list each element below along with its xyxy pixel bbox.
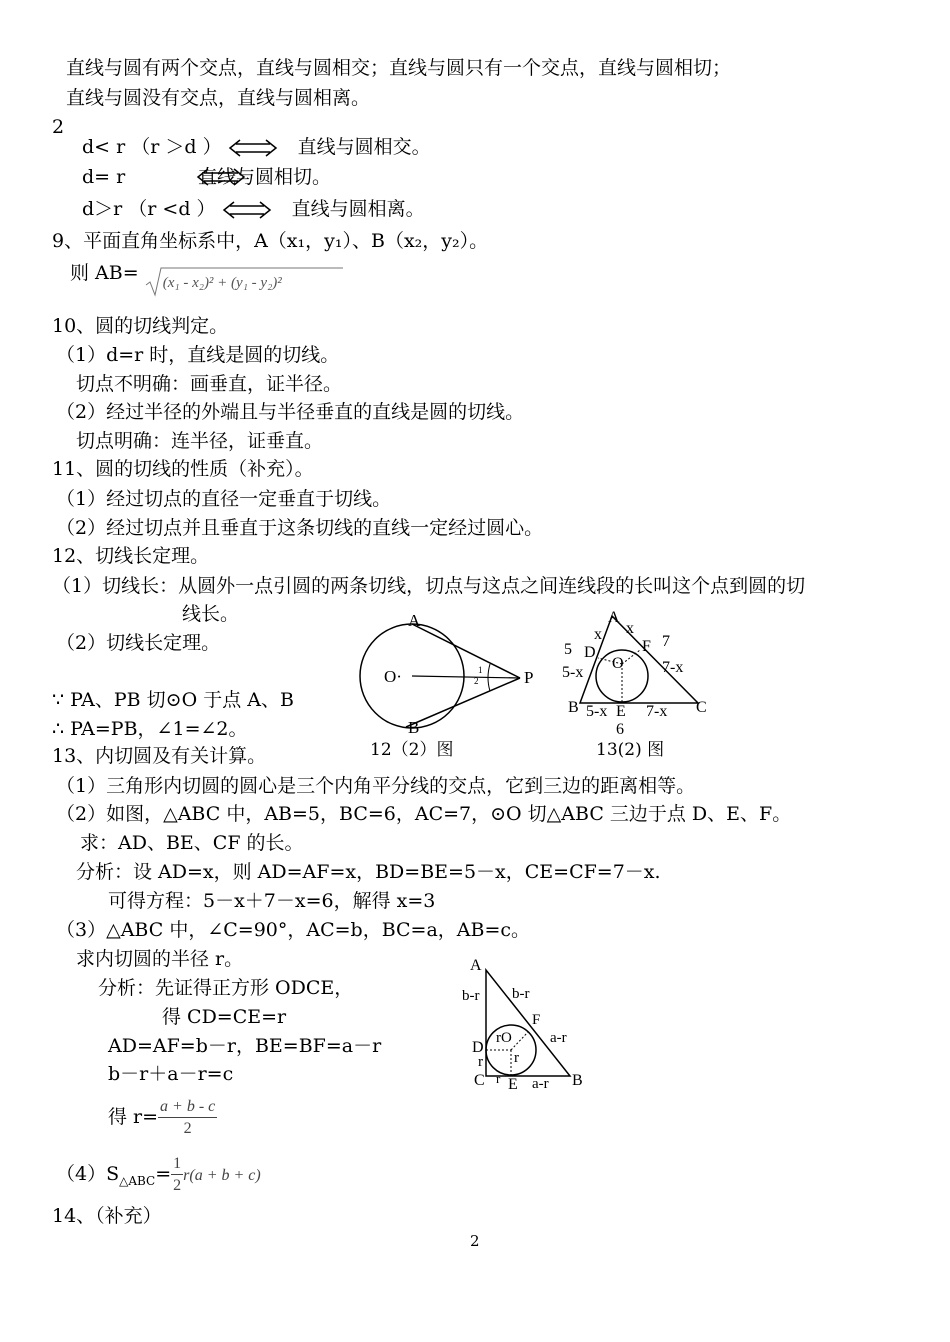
angle-label-2: 2 [474,676,479,686]
label-b: B [572,1072,583,1089]
section-heading-10: 10、圆的切线判定。 [52,315,229,337]
label-b: B [568,699,579,716]
label-5-minus-x: 5-x [562,664,584,681]
text-line: （1）三角形内切圆的圆心是三个内角平分线的交点，它到三边的距离相等。 [56,775,696,797]
label-o: O [612,655,624,672]
text-line: （1）d=r 时，直线是圆的切线。 [56,344,340,366]
page-number: 2 [470,1232,480,1250]
relation-condition: d＞r （r <d ） [82,198,216,220]
label-e: E [616,703,626,720]
tangent-pa [412,624,520,678]
label-r-bottom: r [496,1071,501,1086]
figure-13-3 [452,954,602,1094]
text-line: ∴ PA=PB，∠1=∠2。 [52,718,248,740]
label-d: D [472,1039,484,1056]
formula-radicand: (x₁ - x₂)² + (y₁ - y₂)² [162,275,282,291]
label-b-minus-r-right: b-r [512,986,530,1002]
figure-caption: 12（2）图 [370,740,454,760]
text-line: b－r＋a－r=c [108,1063,234,1085]
text-line: （2）如图，△ABC 中，AB=5，BC=6，AC=7，⊙O 切△ABC 三边于点 D、E、F。 [56,803,792,825]
section-heading-11: 11、圆的切线的性质（补充）。 [52,458,314,480]
text-line: （3）△ABC 中，∠C=90°，AC=b，BC=a，AB=c。 [56,919,531,941]
label-b-minus-r-left: b-r [462,988,480,1004]
figure-13-2 [556,606,726,742]
fraction-numerator: 1 [171,1154,183,1175]
text-line: AD=AF=b－r，BE=BF=a－r [108,1035,382,1057]
label-7-minus-x: 7-x [662,659,684,676]
figure-caption: 13(2) 图 [596,740,665,760]
fraction [158,1097,217,1140]
label-p: P [524,668,534,687]
text-line: 线长。 [182,603,240,625]
label-a: A [470,957,482,974]
relation-result: 直线与圆相离。 [291,198,425,220]
formula-rest: r(a + b + c) [183,1167,261,1184]
section-heading-9: 9、平面直角坐标系中，A（x₁，y₁）、B（x₂，y₂）。 [52,230,489,252]
section-number: 2 [52,116,65,138]
relation-row-intersect [82,135,431,159]
sqrt-sign-icon [145,265,345,299]
text-line: （1）经过切点的直径一定垂直于切线。 [56,488,392,510]
label-f: F [642,638,651,655]
fraction [171,1154,183,1197]
text-line: 切点不明确：画垂直，证半径。 [76,373,343,395]
fraction-numerator: a + b - c [158,1097,217,1118]
text-line: 切点明确：连半径，证垂直。 [76,430,324,452]
text-line: 直线与圆没有交点，直线与圆相离。 [66,87,371,109]
distance-formula [70,261,282,295]
text-line: 求：AD、BE、CF 的长。 [80,832,304,854]
text-line: 可得方程：5－x＋7－x=6，解得 x=3 [108,890,436,912]
text-line: 分析：先证得正方形 ODCE， [98,977,354,999]
label-5: 5 [564,641,572,658]
fraction-denominator: 2 [173,1176,182,1194]
text-line: 直线与圆有两个交点，直线与圆相交；直线与圆只有一个交点，直线与圆相切； [66,57,732,79]
formula-label: （4）S [56,1163,120,1185]
section-heading-13: 13、内切圆及有关计算。 [52,745,267,767]
area-formula [56,1150,261,1205]
equals-sign: = [155,1163,172,1185]
label-x1: x [594,626,602,643]
line-op [412,676,520,678]
label-x2: x [626,620,634,637]
label-a-minus-r-bottom: a-r [532,1076,549,1092]
relation-result: 直线与圆相切。 [198,166,332,188]
formula-label: 得 r= [108,1106,159,1128]
label-r-o: rO [496,1030,512,1046]
label-7: 7 [662,633,670,650]
radius-of [511,1032,528,1050]
angle-label-1: 1 [478,665,483,675]
label-bottom-7-minus-x: 7-x [646,703,668,720]
label-o: O· [384,667,402,686]
label-r-inner: r [514,1050,519,1066]
relation-condition: d< r （r ＞d ） [82,136,222,158]
label-a: A [408,612,421,630]
formula-subscript: △ABC [119,1173,156,1188]
text-line: （1）切线长：从圆外一点引圆的两条切线，切点与这点之间连线段的长叫这个点到圆的切 [52,575,806,597]
fraction-denominator: 2 [183,1119,192,1137]
text-line: （2）经过半径的外端且与半径垂直的直线是圆的切线。 [56,401,525,423]
label-a: A [608,609,620,626]
label-c: C [474,1072,485,1089]
formula-label: 则 AB= [70,262,139,284]
section-heading-12: 12、切线长定理。 [52,545,210,567]
text-line: ∵ PA、PB 切⊙O 于点 A、B [52,689,294,711]
label-f: F [532,1012,541,1028]
text-line: 求内切圆的半径 r。 [76,948,244,970]
double-arrow-icon [228,138,278,158]
relation-condition: d= r [82,166,126,188]
label-bottom-5-minus-x: 5-x [586,703,608,720]
section-heading-14: 14、（补充） [52,1205,162,1227]
relation-row-tangent [82,165,331,189]
text-line: （2）切线长定理。 [56,632,221,654]
label-e: E [508,1076,518,1093]
double-arrow-icon [222,200,272,220]
relation-row-separate [82,197,425,221]
text-line: 得 CD=CE=r [162,1006,287,1028]
label-d: D [584,644,596,661]
double-arrow-icon [196,167,246,187]
text-line: 分析：设 AD=x，则 AD=AF=x，BD=BE=5－x，CE=CF=7－x. [76,861,661,883]
radius-result [108,1092,217,1142]
label-c: C [696,699,707,716]
label-a-minus-r-right: a-r [550,1030,567,1046]
label-b: B [408,718,420,737]
label-6: 6 [616,721,624,738]
label-r-left: r [478,1054,483,1070]
relation-result: 直线与圆相交。 [297,136,431,158]
text-line: （2）经过切点并且垂直于这条切线的直线一定经过圆心。 [56,517,544,539]
